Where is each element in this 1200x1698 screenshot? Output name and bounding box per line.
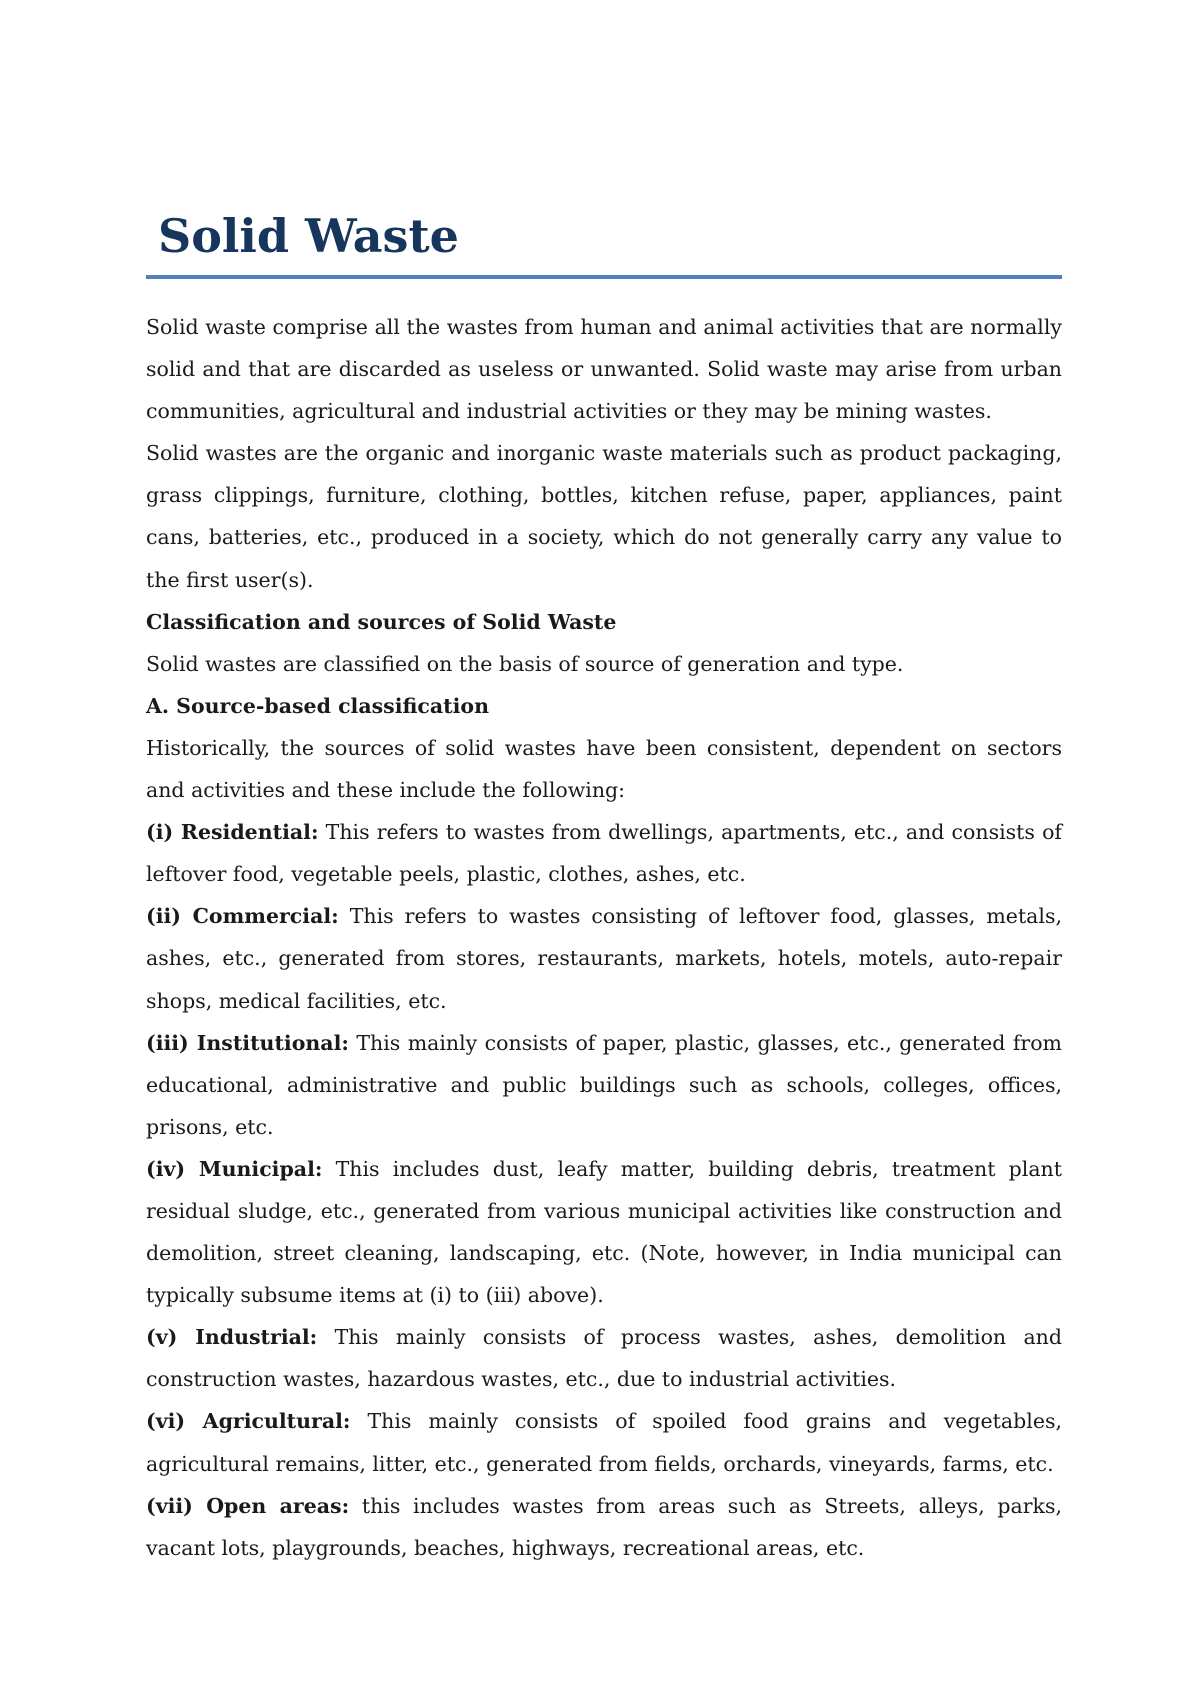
item-label: (vii) Open areas: [146,1493,350,1518]
title-underline [146,275,1062,279]
item-text: This mainly consists of process wastes, ashes, demolition and construction wastes, hazardous wastes, etc., due to industrial activities. [146,1325,1063,1392]
subsection-paragraph: Historically, the sources of solid wastes have been consistent, dependent on sectors and activities and these include the following: [146,735,1062,803]
list-item-agricultural [146,1400,1062,1484]
section-heading: Classification and sources of Solid Waste [146,609,617,634]
list-item-open-areas [146,1485,1062,1569]
list-item-industrial [146,1316,1062,1400]
item-text: this includes wastes from areas such as Streets, alleys, parks, vacant lots, playgrounds, beaches, highways, recreational areas, etc. [146,1493,1062,1560]
list-item-municipal [146,1148,1062,1316]
item-text: This includes dust, leafy matter, building debris, treatment plant residual sludge, etc., generated from various municipal activities like construction and demolition, street cleaning, landscaping, etc. (Note, however, in India municipal can typically subsume items at (i) to (iii) above). [146,1156,1062,1308]
item-label: (iv) Municipal: [146,1156,323,1181]
item-label: (ii) Commercial: [146,904,339,929]
list-item-residential [146,811,1062,895]
item-label: (vi) Agricultural: [146,1409,351,1434]
page-title: Solid Waste [158,209,459,263]
item-label: (v) Industrial: [146,1325,318,1350]
list-item-commercial [146,895,1062,1021]
item-label: (i) Residential: [146,820,319,845]
intro-paragraph-2: Solid wastes are the organic and inorganic waste materials such as product packaging, grass clippings, furniture, clothing, bottles, kitchen refuse, paper, appliances, paint cans, batteries, etc., produced in a society, which do not generally carry any value to the first user(s). [146,441,1062,592]
item-text: This refers to wastes from dwellings, apartments, etc., and consists of leftover food, vegetable peels, plastic, clothes, ashes, etc. [146,820,1062,887]
list-item-institutional [146,1022,1062,1148]
item-text: This refers to wastes consisting of leftover food, glasses, metals, ashes, etc., generated from stores, restaurants, markets, hotels, motels, auto-repair shops, medical facilities, etc. [146,904,1062,1013]
item-text: This mainly consists of paper, plastic, glasses, etc., generated from educational, administrative and public buildings such as schools, colleges, offices, prisons, etc. [146,1030,1062,1139]
section-paragraph: Solid wastes are classified on the basis of source of generation and type. [146,651,904,676]
intro-paragraph-1: Solid waste comprise all the wastes from human and animal activities that are normally solid and that are discarded as useless or unwanted. Solid waste may arise from urban communities, agricultural and industrial activities or they may be mining wastes. [146,315,1062,424]
item-label: (iii) Institutional: [146,1030,349,1055]
subsection-heading: A. Source-based classification [146,693,489,718]
document-body [146,306,1062,1569]
item-text: This mainly consists of spoiled food grains and vegetables, agricultural remains, litter, etc., generated from fields, orchards, vineyards, farms, etc. [146,1409,1062,1476]
